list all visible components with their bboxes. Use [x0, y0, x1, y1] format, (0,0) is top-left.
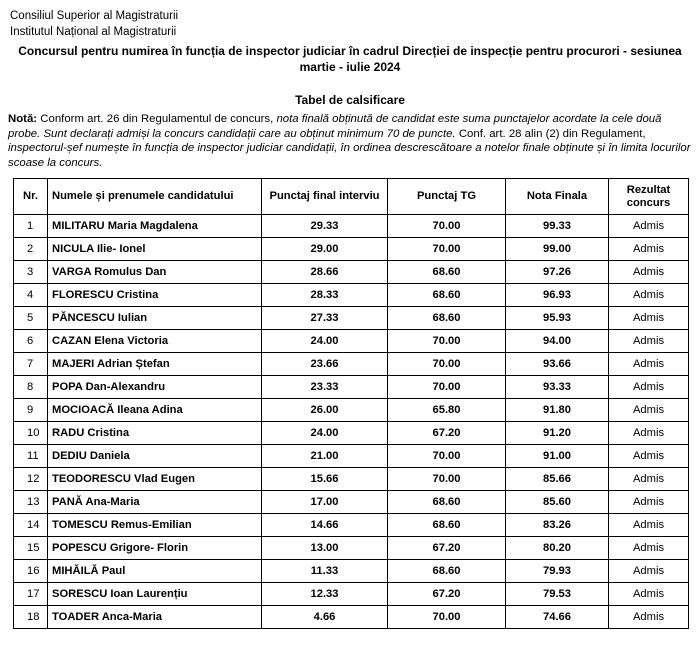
table-row	[14, 330, 689, 353]
cell-name: PANĂ Ana-Maria	[48, 491, 262, 514]
cell-tg: 70.00	[388, 353, 506, 376]
cell-nr: 13	[14, 491, 48, 514]
cell-tg: 68.60	[388, 491, 506, 514]
cell-nr: 9	[14, 399, 48, 422]
cell-interview: 13.00	[262, 537, 388, 560]
cell-name: NICULA Ilie- Ionel	[48, 238, 262, 261]
cell-result: Admis	[609, 560, 689, 583]
cell-final: 99.33	[506, 215, 609, 238]
cell-name: DEDIU Daniela	[48, 445, 262, 468]
cell-name: POPESCU Grigore- Florin	[48, 537, 262, 560]
cell-nr: 7	[14, 353, 48, 376]
cell-nr: 2	[14, 238, 48, 261]
table-row	[14, 583, 689, 606]
note-paragraph	[8, 112, 694, 170]
cell-interview: 21.00	[262, 445, 388, 468]
cell-nr: 10	[14, 422, 48, 445]
cell-nr: 3	[14, 261, 48, 284]
cell-tg: 70.00	[388, 376, 506, 399]
results-table	[13, 178, 689, 629]
cell-result: Admis	[609, 491, 689, 514]
note-text-1: Conform art. 26 din Regulamentul de concurs,	[37, 113, 277, 125]
cell-nr: 15	[14, 537, 48, 560]
cell-result: Admis	[609, 238, 689, 261]
cell-tg: 68.60	[388, 307, 506, 330]
cell-interview: 26.00	[262, 399, 388, 422]
cell-tg: 70.00	[388, 238, 506, 261]
cell-interview: 4.66	[262, 606, 388, 629]
cell-final: 99.00	[506, 238, 609, 261]
cell-interview: 14.66	[262, 514, 388, 537]
cell-interview: 24.00	[262, 330, 388, 353]
cell-tg: 70.00	[388, 330, 506, 353]
cell-tg: 68.60	[388, 560, 506, 583]
cell-final: 74.66	[506, 606, 609, 629]
cell-interview: 29.33	[262, 215, 388, 238]
table-row	[14, 445, 689, 468]
cell-interview: 12.33	[262, 583, 388, 606]
cell-final: 79.93	[506, 560, 609, 583]
cell-tg: 70.00	[388, 215, 506, 238]
cell-result: Admis	[609, 330, 689, 353]
table-row	[14, 284, 689, 307]
cell-final: 95.93	[506, 307, 609, 330]
cell-result: Admis	[609, 376, 689, 399]
cell-nr: 6	[14, 330, 48, 353]
table-row	[14, 399, 689, 422]
cell-name: TEODORESCU Vlad Eugen	[48, 468, 262, 491]
cell-final: 93.66	[506, 353, 609, 376]
cell-interview: 28.66	[262, 261, 388, 284]
cell-name: MIHĂILĂ Paul	[48, 560, 262, 583]
cell-result: Admis	[609, 307, 689, 330]
cell-final: 91.20	[506, 422, 609, 445]
cell-tg: 70.00	[388, 468, 506, 491]
cell-nr: 16	[14, 560, 48, 583]
cell-tg: 70.00	[388, 606, 506, 629]
cell-interview: 29.00	[262, 238, 388, 261]
cell-tg: 70.00	[388, 445, 506, 468]
table-row	[14, 376, 689, 399]
cell-tg: 67.20	[388, 583, 506, 606]
note-text-2: nota finală obținută de candidat este suma punctajelor acordate la cele două probe. Sunt declarați admiși la concurs candidații care au obținut minimum 70 de puncte.	[8, 113, 662, 140]
cell-result: Admis	[609, 514, 689, 537]
header-name: Numele și prenumele candidatului	[48, 179, 262, 215]
note-label: Notă:	[8, 113, 38, 125]
cell-name: POPA Dan-Alexandru	[48, 376, 262, 399]
header-interview: Punctaj final interviu	[262, 179, 388, 215]
cell-name: MILITARU Maria Magdalena	[48, 215, 262, 238]
table-title: Tabel de calsificare	[295, 93, 405, 107]
cell-tg: 67.20	[388, 537, 506, 560]
cell-name: TOMESCU Remus-Emilian	[48, 514, 262, 537]
cell-nr: 17	[14, 583, 48, 606]
institution-line-1: Consiliul Superior al Magistraturii	[10, 10, 179, 22]
cell-name: CAZAN Elena Victoria	[48, 330, 262, 353]
cell-final: 83.26	[506, 514, 609, 537]
cell-final: 97.26	[506, 261, 609, 284]
cell-result: Admis	[609, 422, 689, 445]
cell-result: Admis	[609, 353, 689, 376]
table-row	[14, 514, 689, 537]
cell-interview: 17.00	[262, 491, 388, 514]
cell-final: 91.80	[506, 399, 609, 422]
cell-final: 85.66	[506, 468, 609, 491]
table-row	[14, 422, 689, 445]
header-tg: Punctaj TG	[388, 179, 506, 215]
cell-nr: 1	[14, 215, 48, 238]
document-title-line-1: Concursul pentru numirea în funcția de inspector judiciar în cadrul Direcției de inspecție pentru procurori - sesiunea	[18, 44, 682, 58]
cell-result: Admis	[609, 284, 689, 307]
cell-final: 94.00	[506, 330, 609, 353]
cell-interview: 27.33	[262, 307, 388, 330]
cell-result: Admis	[609, 468, 689, 491]
cell-nr: 8	[14, 376, 48, 399]
cell-interview: 24.00	[262, 422, 388, 445]
note-text-3: Conf. art. 28 alin (2) din Regulament,	[455, 127, 646, 140]
cell-nr: 12	[14, 468, 48, 491]
cell-name: FLORESCU Cristina	[48, 284, 262, 307]
table-row	[14, 468, 689, 491]
cell-interview: 11.33	[262, 560, 388, 583]
cell-result: Admis	[609, 583, 689, 606]
cell-name: TOADER Anca-Maria	[48, 606, 262, 629]
table-row	[14, 307, 689, 330]
cell-final: 79.53	[506, 583, 609, 606]
cell-tg: 68.60	[388, 284, 506, 307]
cell-name: SORESCU Ioan Laurențiu	[48, 583, 262, 606]
header-nr: Nr.	[14, 179, 48, 215]
cell-tg: 68.60	[388, 514, 506, 537]
cell-tg: 67.20	[388, 422, 506, 445]
cell-final: 85.60	[506, 491, 609, 514]
header-result: Rezultat concurs	[609, 179, 689, 215]
cell-interview: 23.33	[262, 376, 388, 399]
cell-final: 91.00	[506, 445, 609, 468]
table-row	[14, 261, 689, 284]
table-row	[14, 238, 689, 261]
table-header-row	[14, 179, 689, 215]
cell-nr: 14	[14, 514, 48, 537]
cell-interview: 15.66	[262, 468, 388, 491]
cell-name: VARGA Romulus Dan	[48, 261, 262, 284]
table-row	[14, 491, 689, 514]
cell-result: Admis	[609, 606, 689, 629]
note-text-4: inspectorul-șef numește în funcția de inspector judiciar candidații, în ordinea descrescătoare a notelor finale obținute și în limita locurilor scoase la concurs.	[8, 142, 691, 169]
cell-tg: 68.60	[388, 261, 506, 284]
table-body	[14, 215, 689, 629]
table-row	[14, 560, 689, 583]
cell-result: Admis	[609, 215, 689, 238]
cell-final: 93.33	[506, 376, 609, 399]
cell-name: PĂNCESCU Iulian	[48, 307, 262, 330]
cell-final: 96.93	[506, 284, 609, 307]
cell-name: RADU Cristina	[48, 422, 262, 445]
cell-nr: 5	[14, 307, 48, 330]
cell-name: MOCIOACĂ Ileana Adina	[48, 399, 262, 422]
cell-tg: 65.80	[388, 399, 506, 422]
table-row	[14, 606, 689, 629]
table-row	[14, 215, 689, 238]
cell-nr: 11	[14, 445, 48, 468]
cell-nr: 4	[14, 284, 48, 307]
document-title-line-2: martie - iulie 2024	[299, 60, 401, 74]
header-final: Nota Finala	[506, 179, 609, 215]
cell-result: Admis	[609, 537, 689, 560]
cell-final: 80.20	[506, 537, 609, 560]
cell-nr: 18	[14, 606, 48, 629]
cell-name: MAJERI Adrian Ștefan	[48, 353, 262, 376]
cell-interview: 28.33	[262, 284, 388, 307]
cell-result: Admis	[609, 399, 689, 422]
institution-line-2: Institutul Național al Magistraturii	[10, 26, 177, 38]
cell-result: Admis	[609, 445, 689, 468]
cell-interview: 23.66	[262, 353, 388, 376]
cell-result: Admis	[609, 261, 689, 284]
table-row	[14, 353, 689, 376]
table-row	[14, 537, 689, 560]
